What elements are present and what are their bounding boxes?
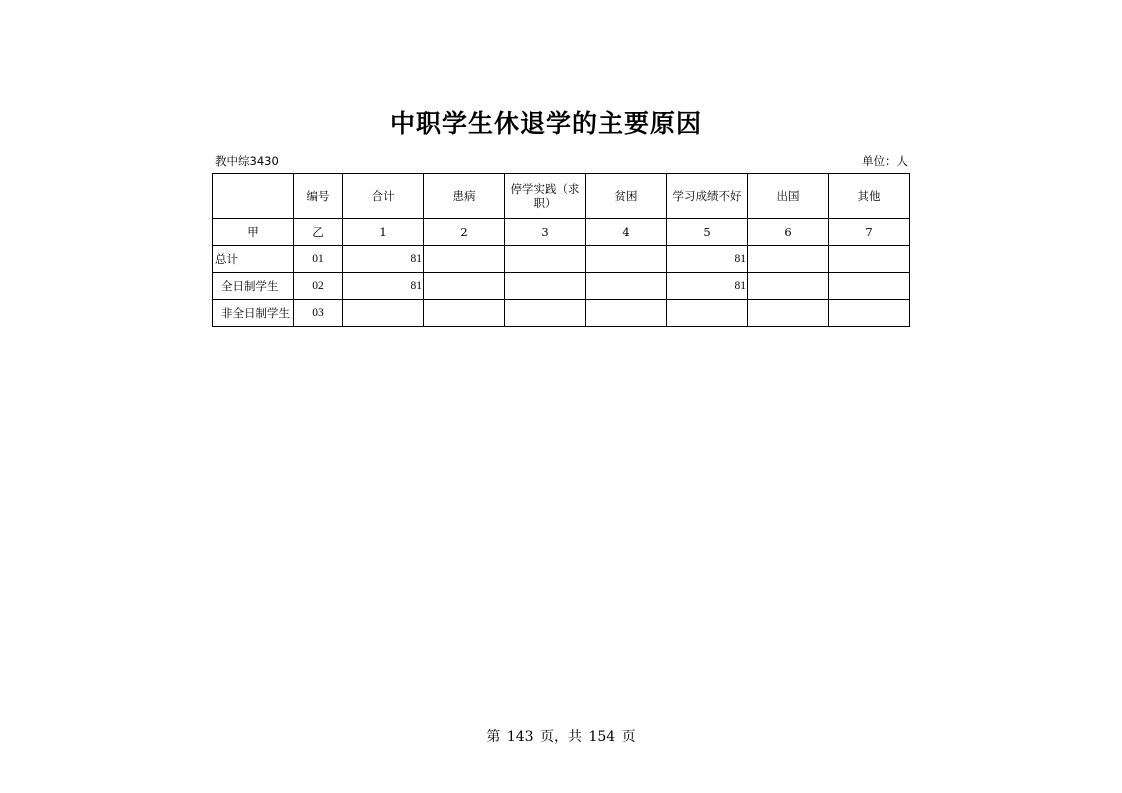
index-cell: 2 <box>424 219 505 246</box>
value-cell <box>424 246 505 273</box>
value-cell <box>829 273 910 300</box>
header-cell: 其他 <box>829 174 910 219</box>
form-code: 教中综3430 <box>215 154 279 168</box>
index-row <box>213 219 910 246</box>
row-code: 03 <box>294 300 343 327</box>
header-cell: 学习成绩不好 <box>667 174 748 219</box>
row-label-text: 非全日制学生 <box>221 306 290 320</box>
page-title: 中职学生休退学的主要原因 <box>389 109 702 138</box>
value-cell <box>586 273 667 300</box>
index-cell: 甲 <box>213 219 294 246</box>
value-cell: 81 <box>667 246 748 273</box>
value-cell <box>586 246 667 273</box>
value-cell: 81 <box>343 273 424 300</box>
header-cell: 贫困 <box>586 174 667 219</box>
value-cell <box>586 300 667 327</box>
value-cell <box>748 246 829 273</box>
index-cell: 5 <box>667 219 748 246</box>
row-label: 总计 <box>213 246 294 273</box>
index-cell: 1 <box>343 219 424 246</box>
value-cell <box>343 300 424 327</box>
value-cell <box>505 246 586 273</box>
index-cell: 乙 <box>294 219 343 246</box>
header-row <box>213 174 910 219</box>
table-row <box>213 246 910 273</box>
row-code: 02 <box>294 273 343 300</box>
value-cell: 81 <box>667 273 748 300</box>
header-cell <box>213 174 294 219</box>
value-cell <box>505 300 586 327</box>
value-cell <box>748 300 829 327</box>
header-cell: 出国 <box>748 174 829 219</box>
unit-label: 单位：人 <box>862 154 908 168</box>
value-cell <box>829 300 910 327</box>
table-row <box>213 273 910 300</box>
row-label <box>213 300 294 327</box>
index-cell: 4 <box>586 219 667 246</box>
row-code: 01 <box>294 246 343 273</box>
value-cell <box>748 273 829 300</box>
header-cell: 患病 <box>424 174 505 219</box>
value-cell <box>424 273 505 300</box>
page-footer: 第 143 页，共 154 页 <box>486 729 636 745</box>
value-cell: 81 <box>343 246 424 273</box>
index-cell: 6 <box>748 219 829 246</box>
row-label: 全日制学生 <box>213 273 294 300</box>
header-cell-text: 停学实践（求职） <box>510 182 580 210</box>
header-cell: 编号 <box>294 174 343 219</box>
value-cell <box>829 246 910 273</box>
index-cell: 3 <box>505 219 586 246</box>
header-cell <box>505 174 586 219</box>
value-cell <box>505 273 586 300</box>
data-table <box>212 173 910 327</box>
value-cell <box>424 300 505 327</box>
value-cell <box>667 300 748 327</box>
table-row <box>213 300 910 327</box>
index-cell: 7 <box>829 219 910 246</box>
header-cell: 合计 <box>343 174 424 219</box>
